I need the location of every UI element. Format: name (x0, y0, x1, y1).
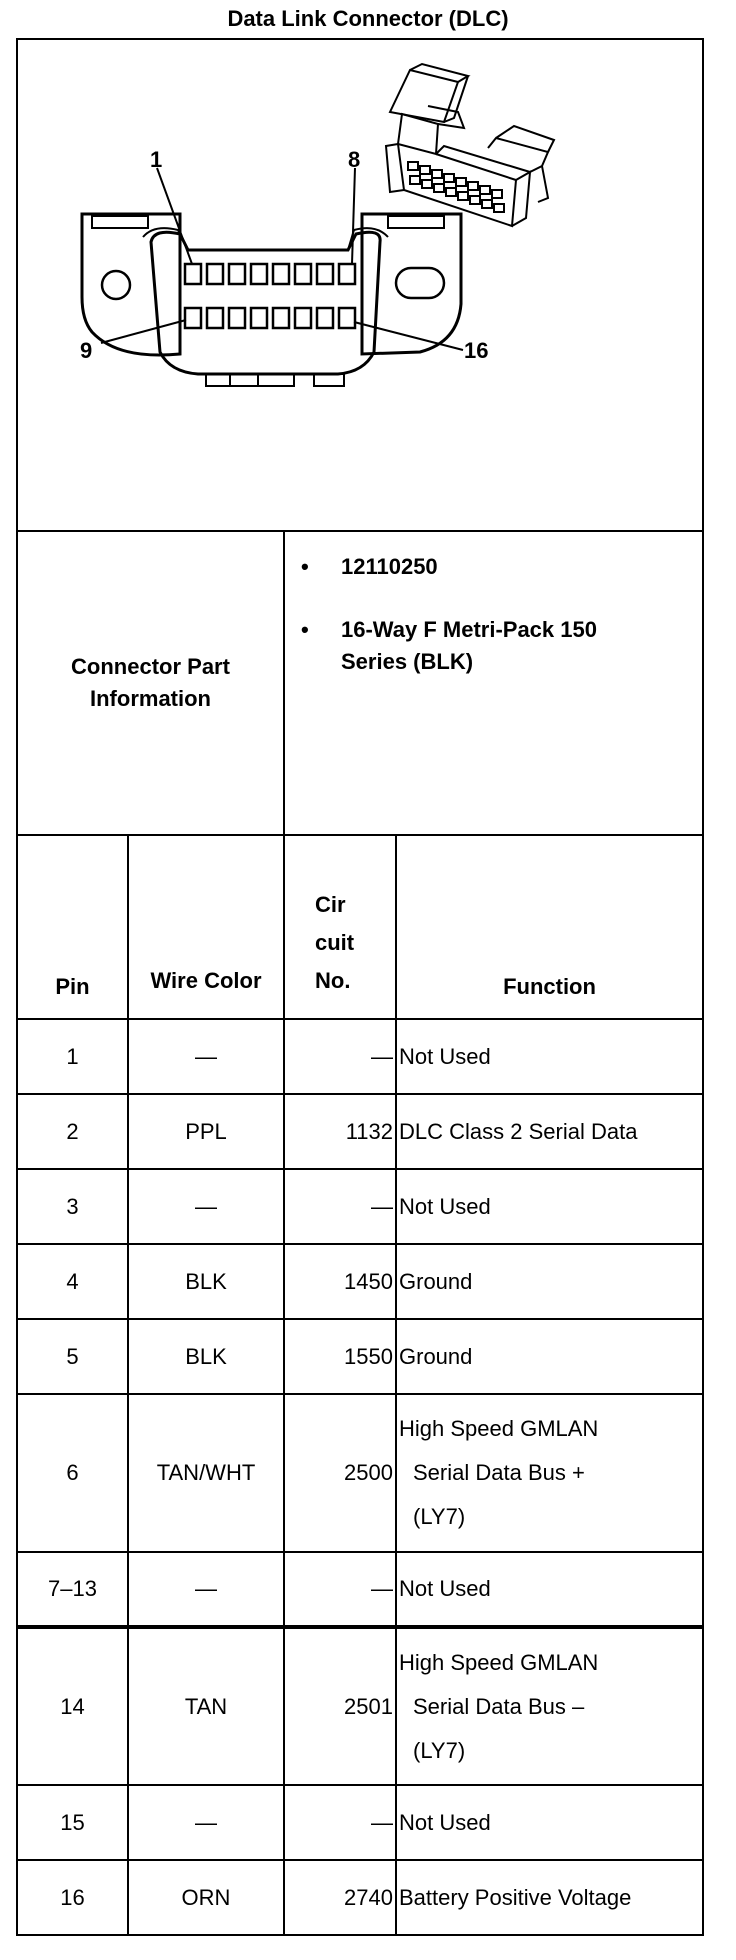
pin-cell: 2 (17, 1094, 128, 1169)
wire-color-cell: TAN/WHT (128, 1394, 284, 1552)
function-cell: Ground (396, 1244, 703, 1319)
pin-label-1: 1 (150, 147, 163, 172)
function-cell: DLC Class 2 Serial Data (396, 1094, 703, 1169)
pin-cell: 1 (17, 1019, 128, 1094)
table-row (17, 1319, 703, 1394)
circuit-cell: 2501 (284, 1627, 396, 1785)
function-cell: Not Used (396, 1019, 703, 1094)
function-line: (LY7) (413, 1504, 466, 1529)
header-function: Function (396, 835, 703, 1019)
function-cell (396, 1627, 703, 1785)
wire-color-cell: — (128, 1785, 284, 1860)
wire-color-cell: PPL (128, 1094, 284, 1169)
pin-label-9: 9 (80, 338, 93, 363)
wire-color-cell: — (128, 1019, 284, 1094)
function-line: (LY7) (413, 1737, 466, 1763)
connector-info-values (284, 531, 703, 835)
function-cell: Not Used (396, 1785, 703, 1860)
function-cell: Not Used (396, 1552, 703, 1627)
connector-diagram-cell (17, 39, 703, 531)
connector-info-item: • 16-Way F Metri-Pack 150 Series (BLK) (301, 617, 597, 674)
dlc-table (16, 38, 704, 1936)
wire-color-cell: BLK (128, 1319, 284, 1394)
function-cell: Battery Positive Voltage (396, 1860, 703, 1935)
header-wire-color: Wire Color (128, 835, 284, 1019)
function-cell: Not Used (396, 1169, 703, 1244)
circuit-cell: — (284, 1785, 396, 1860)
connector-3d-illustration (386, 64, 554, 226)
pin-cell: 5 (17, 1319, 128, 1394)
wire-color-cell: BLK (128, 1244, 284, 1319)
header-pin: Pin (17, 835, 128, 1019)
table-header-row (17, 835, 703, 1019)
wire-color-cell: ORN (128, 1860, 284, 1935)
function-line: High Speed GMLAN (399, 1649, 599, 1675)
circuit-cell: — (284, 1169, 396, 1244)
table-row (17, 1094, 703, 1169)
header-circuit: Cir cuit No. (284, 835, 396, 1019)
wire-color-cell: TAN (128, 1627, 284, 1785)
function-line: Serial Data Bus – (413, 1693, 585, 1719)
pin-cell: 4 (17, 1244, 128, 1319)
page-title: Data Link Connector (DLC) (227, 6, 509, 31)
pin-cell: 7–13 (17, 1552, 128, 1627)
connector-info-item: • 12110250 (301, 554, 438, 579)
circuit-cell: — (284, 1019, 396, 1094)
table-row (17, 1860, 703, 1935)
pin-label-16: 16 (464, 338, 489, 363)
table-row (17, 1394, 703, 1552)
function-cell: Ground (396, 1319, 703, 1394)
function-line: Serial Data Bus + (413, 1460, 585, 1485)
pin-label-8: 8 (348, 147, 361, 172)
function-cell (396, 1394, 703, 1552)
pin-cell: 6 (17, 1394, 128, 1552)
circuit-cell: 1132 (284, 1094, 396, 1169)
circuit-cell: 2740 (284, 1860, 396, 1935)
table-row (17, 1785, 703, 1860)
table-row (17, 1552, 703, 1627)
pin-cavities (185, 264, 355, 328)
circuit-cell: 1550 (284, 1319, 396, 1394)
connector-info-label: Connector Part Information (17, 531, 284, 835)
table-row (17, 1627, 703, 1785)
pin-cell: 3 (17, 1169, 128, 1244)
table-row (17, 1244, 703, 1319)
table-row (17, 1169, 703, 1244)
pin-cell: 15 (17, 1785, 128, 1860)
circuit-cell: — (284, 1552, 396, 1627)
wire-color-cell: — (128, 1169, 284, 1244)
wire-color-cell: — (128, 1552, 284, 1627)
circuit-cell: 2500 (284, 1394, 396, 1552)
table-row (17, 1019, 703, 1094)
circuit-cell: 1450 (284, 1244, 396, 1319)
connector-housing (151, 232, 380, 374)
function-line: High Speed GMLAN (399, 1416, 599, 1441)
pin-cell: 14 (17, 1627, 128, 1785)
connector-diagram (18, 42, 700, 528)
pin-cell: 16 (17, 1860, 128, 1935)
